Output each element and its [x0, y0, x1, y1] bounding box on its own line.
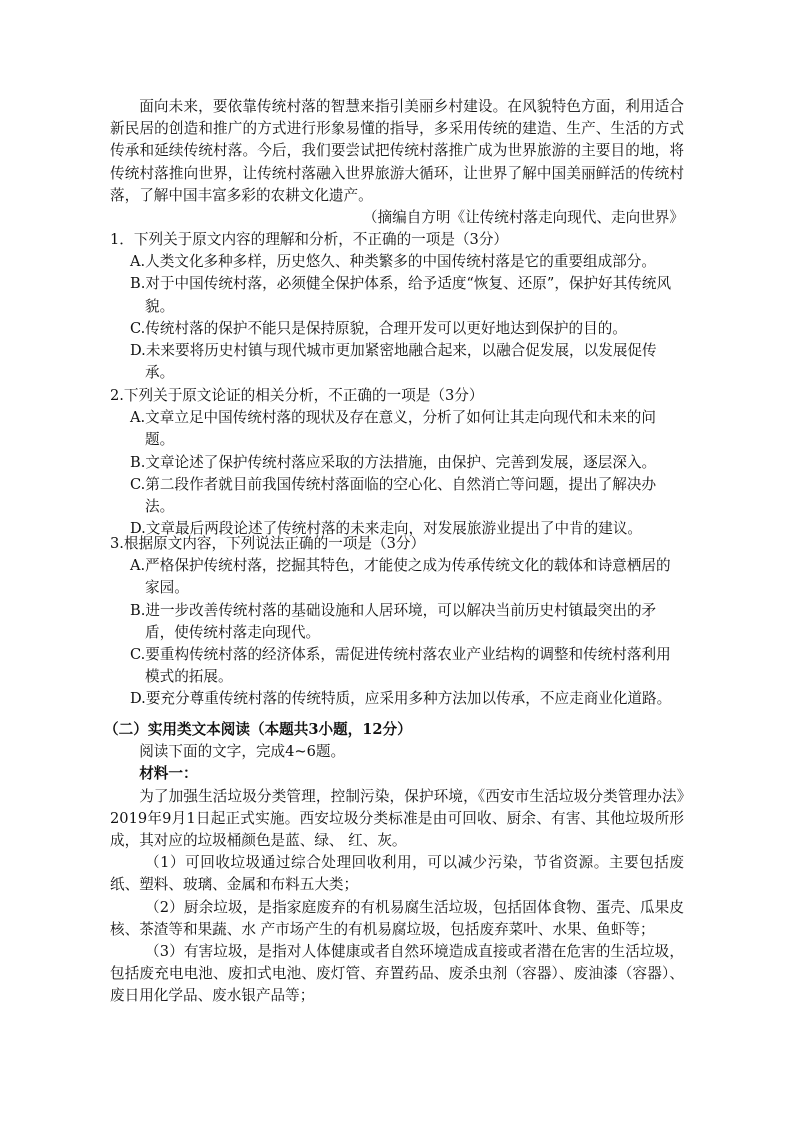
material-item: （2）厨余垃圾，是指家庭废弃的有机易腐生活垃圾，包括固体食物、蛋壳、瓜果皮核、茶渣等和果蔬、水 产市场产生的有机易腐垃圾，包括废弃菜叶、水果、鱼虾等； [110, 898, 684, 938]
material-item: （1）可回收垃圾通过综合处理回收利用，可以减少污染，节省资源。主要包括废纸、塑料、玻璃、金属和布料五大类； [110, 854, 684, 894]
passage-source: （摘编自方明《让传统村落走向现代、走向世界》 [362, 209, 684, 227]
option-a: A.严格保护传统村落，挖掘其特色，才能使之成为传承传统文化的载体和诗意栖居的家园。 [130, 557, 671, 597]
option-c: C.要重构传统村落的经济体系，需促进传统村落农业产业结构的调整和传统村落利用模式的拓展。 [130, 646, 671, 686]
option-b: B.进一步改善传统村落的基础设施和人居环境，可以解决当前历史村镇最突出的矛盾，使传统村落走向现代。 [130, 601, 657, 641]
question-2 [110, 385, 684, 540]
option-b: B.文章论述了保护传统村落应采取的方法措施，由保护、完善到发展，逐层深入。 [130, 453, 657, 471]
option-b: B.对于中国传统村落，必须健全保护体系，给予适度“恢复、还原”，保护好其传统风貌。 [130, 275, 672, 315]
question-stem: 3.根据原文内容，下列说法正确的一项是（3分） [110, 535, 426, 552]
section-2 [104, 719, 684, 1008]
option-d: D.要充分尊重传统村落的传统特质，应采用多种方法加以传承，不应走商业化道路。 [130, 690, 672, 708]
option-c: C.传统村落的保护不能只是保持原貌，合理开发可以更好地达到保护的目的。 [130, 319, 627, 337]
question-stem: 2.下列关于原文论证的相关分析，不正确的一项是（3分） [110, 387, 484, 404]
option-a: A.人类文化多种多样，历史悠久、种类繁多的中国传统村落是它的重要组成部分。 [130, 253, 656, 271]
option-d: D.未来要将历史村镇与现代城市更加紧密地融合起来，以融合促发展，以发展促传承。 [130, 342, 657, 382]
option-a: A.文章立足中国传统村落的现状及存在意义，分析了如何让其走向现代和未来的问题。 [130, 409, 656, 449]
material-item: （3）有害垃圾，是指对人体健康或者自然环境造成直接或者潜在危害的生活垃圾，包括废充电电池、废扣式电池、废灯管、弃置药品、废杀虫剂（容器）、废油漆（容器）、废日用化学品、废水银产品等； [110, 943, 684, 1005]
passage-paragraph: 面向未来，要依靠传统村落的智慧来指引美丽乡村建设。在风貌特色方面，利用适合新民居的创造和推广的方式进行形象易懂的指导，多采用传统的建造、生产、生活的方式传承和延续传统村落。今后，我们要尝试把传统村落推广成为世界旅游的主要目的地，将传统村落推向世界，让传统村落融入世界旅游大循环，让世界了解中国美丽鲜活的传统村落，了解中国丰富多彩的农耕文化遗产。 [110, 98, 684, 204]
section-instruction: 阅读下面的文字，完成4~6题。 [139, 743, 346, 761]
option-d: D.文章最后两段论述了传统村落的未来走向，对发展旅游业提出了中肯的建议。 [130, 520, 643, 538]
section-heading: （二）实用类文本阅读（本题共3小题，12分） [104, 721, 412, 738]
question-3 [110, 533, 684, 711]
question-stem: 1．下列关于原文内容的理解和分析，不正确的一项是（3分） [110, 231, 509, 248]
material-intro: 为了加强生活垃圾分类管理，控制污染，保护环境，《西安市生活垃圾分类管理办法》2019年9月1日起正式实施。西安垃圾分类标准是由可回收、厨余、有害、其他垃圾所形成，其对应的垃圾桶颜色是蓝、绿、 红、灰。 [110, 787, 684, 850]
option-c: C.第二段作者就目前我国传统村落面临的空心化、自然消亡等问题，提出了解决办法。 [130, 475, 657, 516]
question-1 [110, 229, 684, 384]
material-label: 材料一： [139, 765, 198, 783]
passage-block [110, 96, 684, 229]
